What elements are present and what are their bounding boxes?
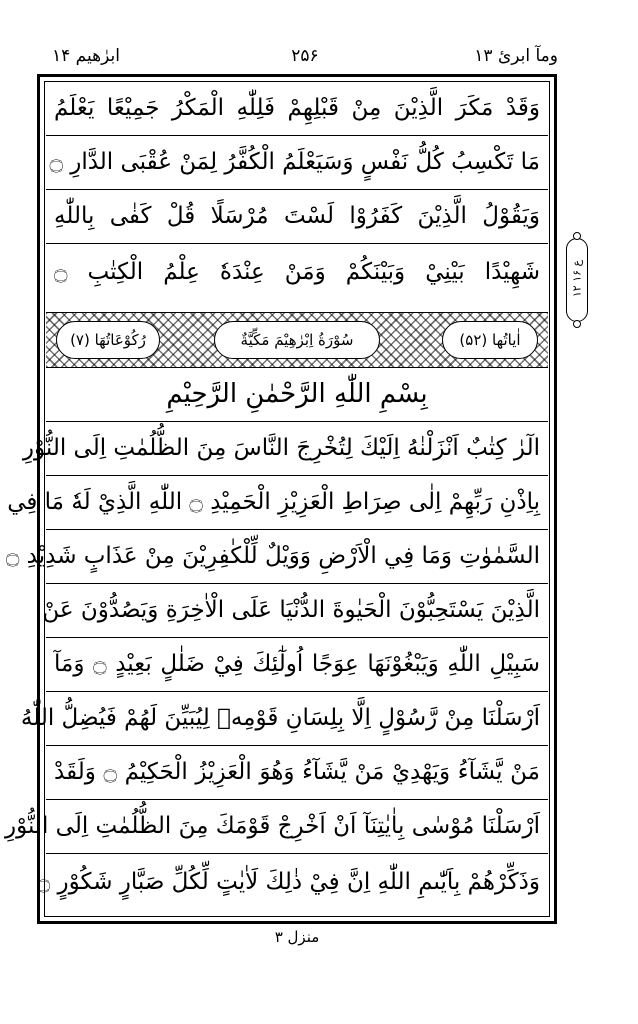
text-line-4: شَهِيْدًا بَيْنِيْ وَبَيْنَكُمْ وَمَنْ عِنْدَهٗ عِلْمُ الْكِتٰبِ ۝ [54,259,540,285]
text-line-7: السَّمٰوٰتِ وَمَا فِي الْاَرْضِ وَوَيْلٌ لِّلْكٰفِرِيْنَ مِنْ عَذَابٍ شَدِيْدِ ۝ [46,530,548,584]
manzil-footer: منزل ۳ [274,928,320,946]
text-line-5: الٓرٰ كِتٰبٌ اَنْزَلْنٰهُ اِلَيْكَ لِتُخْرِجَ النَّاسَ مِنَ الظُّلُمٰتِ اِلَى النُّوْرِ [46,422,548,476]
text-line-3: وَيَقُوْلُ الَّذِيْنَ كَفَرُوْا لَسْتَ مُرْسَلًا قُلْ كَفٰى بِاللّٰهِ [46,190,548,244]
ruku-count-cartouche: رُكُوْعَاتُهَا (۷) [56,321,160,359]
surah-name-header: ابرٰھیم ۱۴ [52,46,120,66]
text-line-2: مَا تَكْسِبُ كُلُّ نَفْسٍ وَسَيَعْلَمُ الْكُفَّرُ لِمَنْ عُقْبَى الدَّارِ ۝ [46,136,548,190]
text-line-12: اَرْسَلْنَا مُوْسٰى بِاٰيٰتِنَآ اَنْ اَخْرِجْ قَوْمَكَ مِنَ الظُّلُمٰتِ اِلَى النُّوْرِ [46,800,548,854]
page-header [46,44,564,74]
text-line-13: وَذَكِّرْهُمْ بِاَيّٰىمِ اللّٰهِ اِنَّ فِيْ ذٰلِكَ لَاٰيٰتٍ لِّكُلِّ صَبَّارٍ شَكُوْرٍ ۝ [36,869,540,895]
margin-flourish-bottom [573,320,581,328]
surah-header-band [46,312,548,368]
text-line-8: الَّذِيْنَ يَسْتَحِبُّوْنَ الْحَيٰوةَ الدُّنْيَا عَلَى الْاٰخِرَةِ وَيَصُدُّوْنَ عَنْ [46,584,548,638]
page-number: ۲۵۶ [291,46,319,66]
bismillah: بِسْمِ اللّٰهِ الرَّحْمٰنِ الرَّحِيْمِ [46,368,548,422]
text-line-10: اَرْسَلْنَا مِنْ رَّسُوْلٍ اِلَّا بِلِسَانِ قَوْمِهٖ لِيُبَيِّنَ لَهُمْ فَيُضِلُّ اللّٰهُ [46,692,548,746]
para-name-header: ومآ ابرئ ۱۳ [474,46,558,66]
surah-title-cartouche: سُوْرَةُ اِبْرٰهِيْمَ مَكِّيَّةٌ [214,321,380,359]
ayat-count-cartouche: اٰیاتُھا (۵۲) [442,321,538,359]
text-line-9: سَبِيْلِ اللّٰهِ وَيَبْغُوْنَهَا عِوَجًا اُولٰٓئِكَ فِيْ ضَلٰلٍ بَعِيْدٍ ۝ وَمَآ [46,638,548,692]
ruku-margin-marker [566,238,588,322]
text-line-11: مَنْ يَّشَآءُ وَيَهْدِيْ مَنْ يَّشَآءُ وَهُوَ الْعَزِيْزُ الْحَكِيْمُ ۝ وَلَقَدْ [46,746,548,800]
text-line-1: وَقَدْ مَكَرَ الَّذِيْنَ مِنْ قَبْلِهِمْ فَلِلّٰهِ الْمَكْرُ جَمِيْعًا يَعْلَمُ [46,82,548,136]
text-line-6: بِاِذْنِ رَبِّهِمْ اِلٰى صِرَاطِ الْعَزِيْزِ الْحَمِيْدِ ۝ اللّٰهِ الَّذِيْ لَهٗ مَا فِي [46,476,548,530]
ruku-margin-text: ع ۱۶ ۱۲ [570,259,584,298]
